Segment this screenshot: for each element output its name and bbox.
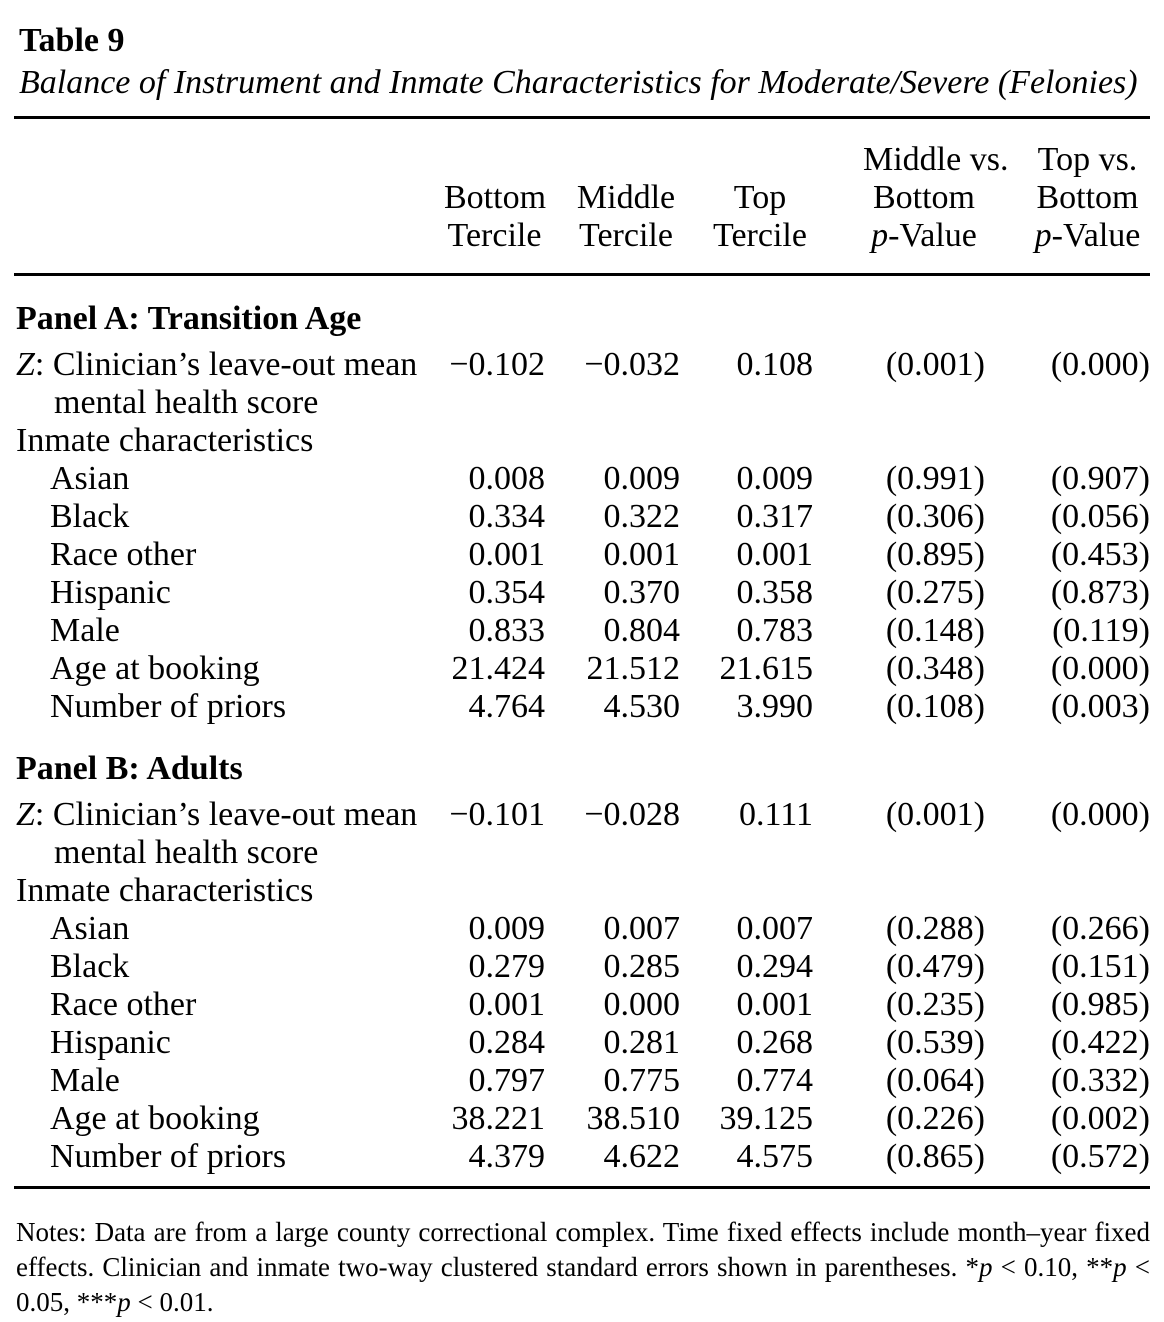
empty-cell [420, 422, 545, 460]
row-label-continuation: mental health score [54, 384, 319, 421]
column-header-line: p-Value [1034, 217, 1141, 254]
table-title-block [14, 20, 1150, 104]
value-cell: 0.008 [468, 460, 545, 497]
table-number: Table 9 [19, 22, 125, 59]
value-cell: 0.001 [736, 536, 813, 573]
row-label [14, 498, 420, 536]
value-cell: 0.370 [603, 574, 680, 611]
empty-cell [813, 422, 985, 460]
value-cell: 21.512 [586, 650, 680, 687]
value-cell: 0.294 [736, 948, 813, 985]
value-cell: 0.775 [603, 1062, 680, 1099]
value-cell: (0.288) [885, 910, 985, 947]
value-cell: 0.334 [468, 498, 545, 535]
column-header-line: Middle [576, 179, 676, 216]
value-cell: (0.332) [1050, 1062, 1150, 1099]
value-cell: 0.009 [603, 460, 680, 497]
table-row [14, 650, 1150, 688]
value-cell: 4.764 [468, 688, 545, 725]
value-cell: 38.510 [586, 1100, 680, 1137]
row-label [14, 910, 420, 948]
row-label [14, 1062, 420, 1100]
value-cell: (0.422) [1050, 1024, 1150, 1061]
value-cell: (0.148) [885, 612, 985, 649]
row-label [14, 986, 420, 1024]
table-body [14, 275, 1150, 1188]
value-cell: (0.907) [1050, 460, 1150, 497]
empty-cell [985, 422, 1150, 460]
table-row [14, 1138, 1150, 1188]
variable-symbol: Z [16, 796, 35, 833]
panel-heading-row [14, 275, 1150, 347]
row-label-text: Inmate characteristics [16, 872, 314, 909]
row-label [14, 688, 420, 726]
row-label-text: Race other [50, 986, 197, 1023]
header-empty-cell [14, 118, 420, 275]
row-label-text: Asian [50, 910, 130, 947]
table-row [14, 948, 1150, 986]
table-row [14, 688, 1150, 726]
value-cell: (0.119) [1052, 612, 1150, 649]
table-row [14, 574, 1150, 612]
empty-cell [813, 872, 985, 910]
value-cell: 0.007 [603, 910, 680, 947]
value-cell: 0.009 [736, 460, 813, 497]
value-cell: (0.056) [1050, 498, 1150, 535]
value-cell: (0.453) [1050, 536, 1150, 573]
p-symbol: p [1113, 1252, 1127, 1282]
row-label-text: Black [50, 498, 130, 535]
row-label-text: Race other [50, 536, 197, 573]
value-cell: (0.895) [885, 536, 985, 573]
row-label-text: Inmate characteristics [16, 422, 314, 459]
value-cell: (0.985) [1050, 986, 1150, 1023]
row-label-text: Asian [50, 460, 130, 497]
column-header-line: Bottom [444, 179, 547, 216]
table-row [14, 872, 1150, 910]
value-cell: 0.108 [736, 346, 813, 383]
value-cell: 0.797 [468, 1062, 545, 1099]
value-cell: 0.285 [603, 948, 680, 985]
value-cell: 0.001 [468, 536, 545, 573]
column-header-line: Tercile [447, 217, 542, 254]
row-label-text: Z: Clinician’s leave-out mean [16, 796, 418, 833]
header-row [14, 118, 1150, 275]
value-cell: 0.358 [736, 574, 813, 611]
table-notes [14, 1215, 1150, 1320]
row-label [14, 872, 420, 910]
row-label [14, 536, 420, 574]
value-cell: 0.317 [736, 498, 813, 535]
panel-heading: Panel B: Adults [16, 750, 243, 787]
balance-table [14, 116, 1150, 1189]
row-label [14, 422, 420, 460]
value-cell: 3.990 [736, 688, 813, 725]
row-label-text: Hispanic [50, 1024, 171, 1061]
p-symbol: p [871, 217, 889, 254]
value-cell: (0.001) [885, 346, 985, 383]
notes-text: < 0.01. [130, 1287, 214, 1317]
value-cell: −0.032 [584, 346, 680, 383]
value-cell: (0.479) [885, 948, 985, 985]
value-cell: 0.001 [468, 986, 545, 1023]
empty-cell [680, 422, 813, 460]
column-header-line: Tercile [713, 217, 807, 254]
value-cell: 0.279 [468, 948, 545, 985]
variable-symbol: Z [16, 346, 35, 383]
value-cell: (0.000) [1050, 650, 1150, 687]
value-cell: 0.322 [603, 498, 680, 535]
row-label-text: Number of priors [50, 1138, 287, 1175]
row-label-text: Age at booking [50, 650, 260, 687]
value-cell: 0.284 [468, 1024, 545, 1061]
value-cell: −0.028 [584, 796, 680, 833]
empty-cell [545, 422, 680, 460]
row-label-text: Black [50, 948, 130, 985]
row-label [14, 612, 420, 650]
table-row [14, 1062, 1150, 1100]
row-label-text: Z: Clinician’s leave-out mean [16, 346, 418, 383]
table-row [14, 1024, 1150, 1062]
table-row [14, 612, 1150, 650]
table-row [14, 1100, 1150, 1138]
value-cell: 21.615 [719, 650, 813, 687]
value-cell: 4.575 [736, 1138, 813, 1175]
value-cell: 0.268 [736, 1024, 813, 1061]
p-symbol: p [1034, 217, 1052, 254]
empty-cell [545, 872, 680, 910]
row-label-continuation: mental health score [54, 834, 319, 871]
table-row [14, 796, 1150, 872]
value-cell: 0.001 [603, 536, 680, 573]
table-row [14, 910, 1150, 948]
row-label [14, 460, 420, 498]
value-cell: 0.804 [603, 612, 680, 649]
column-header-line: Bottom [1036, 179, 1139, 216]
value-cell: (0.572) [1050, 1138, 1150, 1175]
row-label [14, 574, 420, 612]
value-cell: 0.001 [736, 986, 813, 1023]
notes-text: < 0.05, *** [16, 1252, 1150, 1317]
table-column-headers [14, 118, 1150, 275]
value-cell: −0.102 [449, 346, 545, 383]
empty-cell [680, 872, 813, 910]
column-header-line: Top [733, 179, 787, 216]
notes-text: < 0.10, ** [992, 1252, 1114, 1282]
value-cell: (0.865) [885, 1138, 985, 1175]
row-label-text: Number of priors [50, 688, 287, 725]
value-cell: (0.108) [885, 688, 985, 725]
value-cell: 21.424 [451, 650, 545, 687]
table-row [14, 498, 1150, 536]
column-header-middle-vs-bottom-p [813, 118, 1009, 275]
value-cell: (0.000) [1050, 796, 1150, 833]
empty-cell [420, 872, 545, 910]
value-cell: 0.007 [736, 910, 813, 947]
table-row [14, 422, 1150, 460]
table-row [14, 536, 1150, 574]
value-cell: (0.348) [885, 650, 985, 687]
row-label-text: Male [50, 612, 120, 649]
row-label [14, 948, 420, 986]
value-cell: 0.354 [468, 574, 545, 611]
value-cell: (0.001) [885, 796, 985, 833]
p-symbol: p [117, 1287, 131, 1317]
row-label [14, 796, 420, 872]
row-label [14, 1138, 420, 1188]
value-cell: (0.306) [885, 498, 985, 535]
value-cell: 0.111 [739, 796, 813, 833]
value-cell: (0.873) [1050, 574, 1150, 611]
value-cell: 0.009 [468, 910, 545, 947]
row-label [14, 650, 420, 688]
table-row [14, 986, 1150, 1024]
value-cell: (0.064) [885, 1062, 985, 1099]
p-symbol: p [979, 1252, 993, 1282]
panel-heading: Panel A: Transition Age [16, 300, 362, 337]
value-cell: (0.275) [885, 574, 985, 611]
panel-heading-row [14, 726, 1150, 796]
empty-cell [985, 872, 1150, 910]
column-header-bottom-tercile [420, 118, 545, 275]
value-cell: (0.151) [1050, 948, 1150, 985]
value-cell: 0.783 [736, 612, 813, 649]
value-cell: −0.101 [449, 796, 545, 833]
value-cell: (0.226) [885, 1100, 985, 1137]
value-cell: (0.000) [1050, 346, 1150, 383]
table-row [14, 460, 1150, 498]
value-cell: 39.125 [719, 1100, 813, 1137]
table-row [14, 346, 1150, 422]
column-header-line: Bottom [872, 179, 976, 216]
value-cell: (0.539) [885, 1024, 985, 1061]
value-cell: 4.379 [468, 1138, 545, 1175]
row-label-text: Hispanic [50, 574, 171, 611]
column-header-line: p-Value [871, 217, 977, 254]
column-header-line: Middle vs. [863, 141, 1009, 178]
row-label [14, 346, 420, 422]
column-header-line: Top vs. [1037, 141, 1138, 178]
value-cell: 0.774 [736, 1062, 813, 1099]
value-cell: (0.235) [885, 986, 985, 1023]
value-cell: 0.000 [603, 986, 680, 1023]
row-label [14, 1024, 420, 1062]
column-header-top-tercile [680, 118, 813, 275]
value-cell: 4.530 [603, 688, 680, 725]
notes-text: Notes: Data are from a large county correctional complex. Time fixed effects include month–year fixed effects. Clinician and inmate two-way clustered standard errors shown in parentheses. * [16, 1217, 1150, 1282]
row-label-text: Male [50, 1062, 120, 1099]
value-cell: 0.281 [603, 1024, 680, 1061]
value-cell: 4.622 [603, 1138, 680, 1175]
column-header-top-vs-bottom-p [985, 118, 1150, 275]
value-cell: (0.003) [1050, 688, 1150, 725]
column-header-middle-tercile [545, 118, 680, 275]
table-caption: Balance of Instrument and Inmate Characteristics for Moderate/Severe (Felonies) [19, 64, 1138, 101]
value-cell: (0.002) [1050, 1100, 1150, 1137]
value-cell: (0.266) [1050, 910, 1150, 947]
value-cell: (0.991) [885, 460, 985, 497]
value-cell: 0.833 [468, 612, 545, 649]
value-cell: 38.221 [451, 1100, 545, 1137]
column-header-line: Tercile [579, 217, 673, 254]
row-label-text: Age at booking [50, 1100, 260, 1137]
row-label [14, 1100, 420, 1138]
